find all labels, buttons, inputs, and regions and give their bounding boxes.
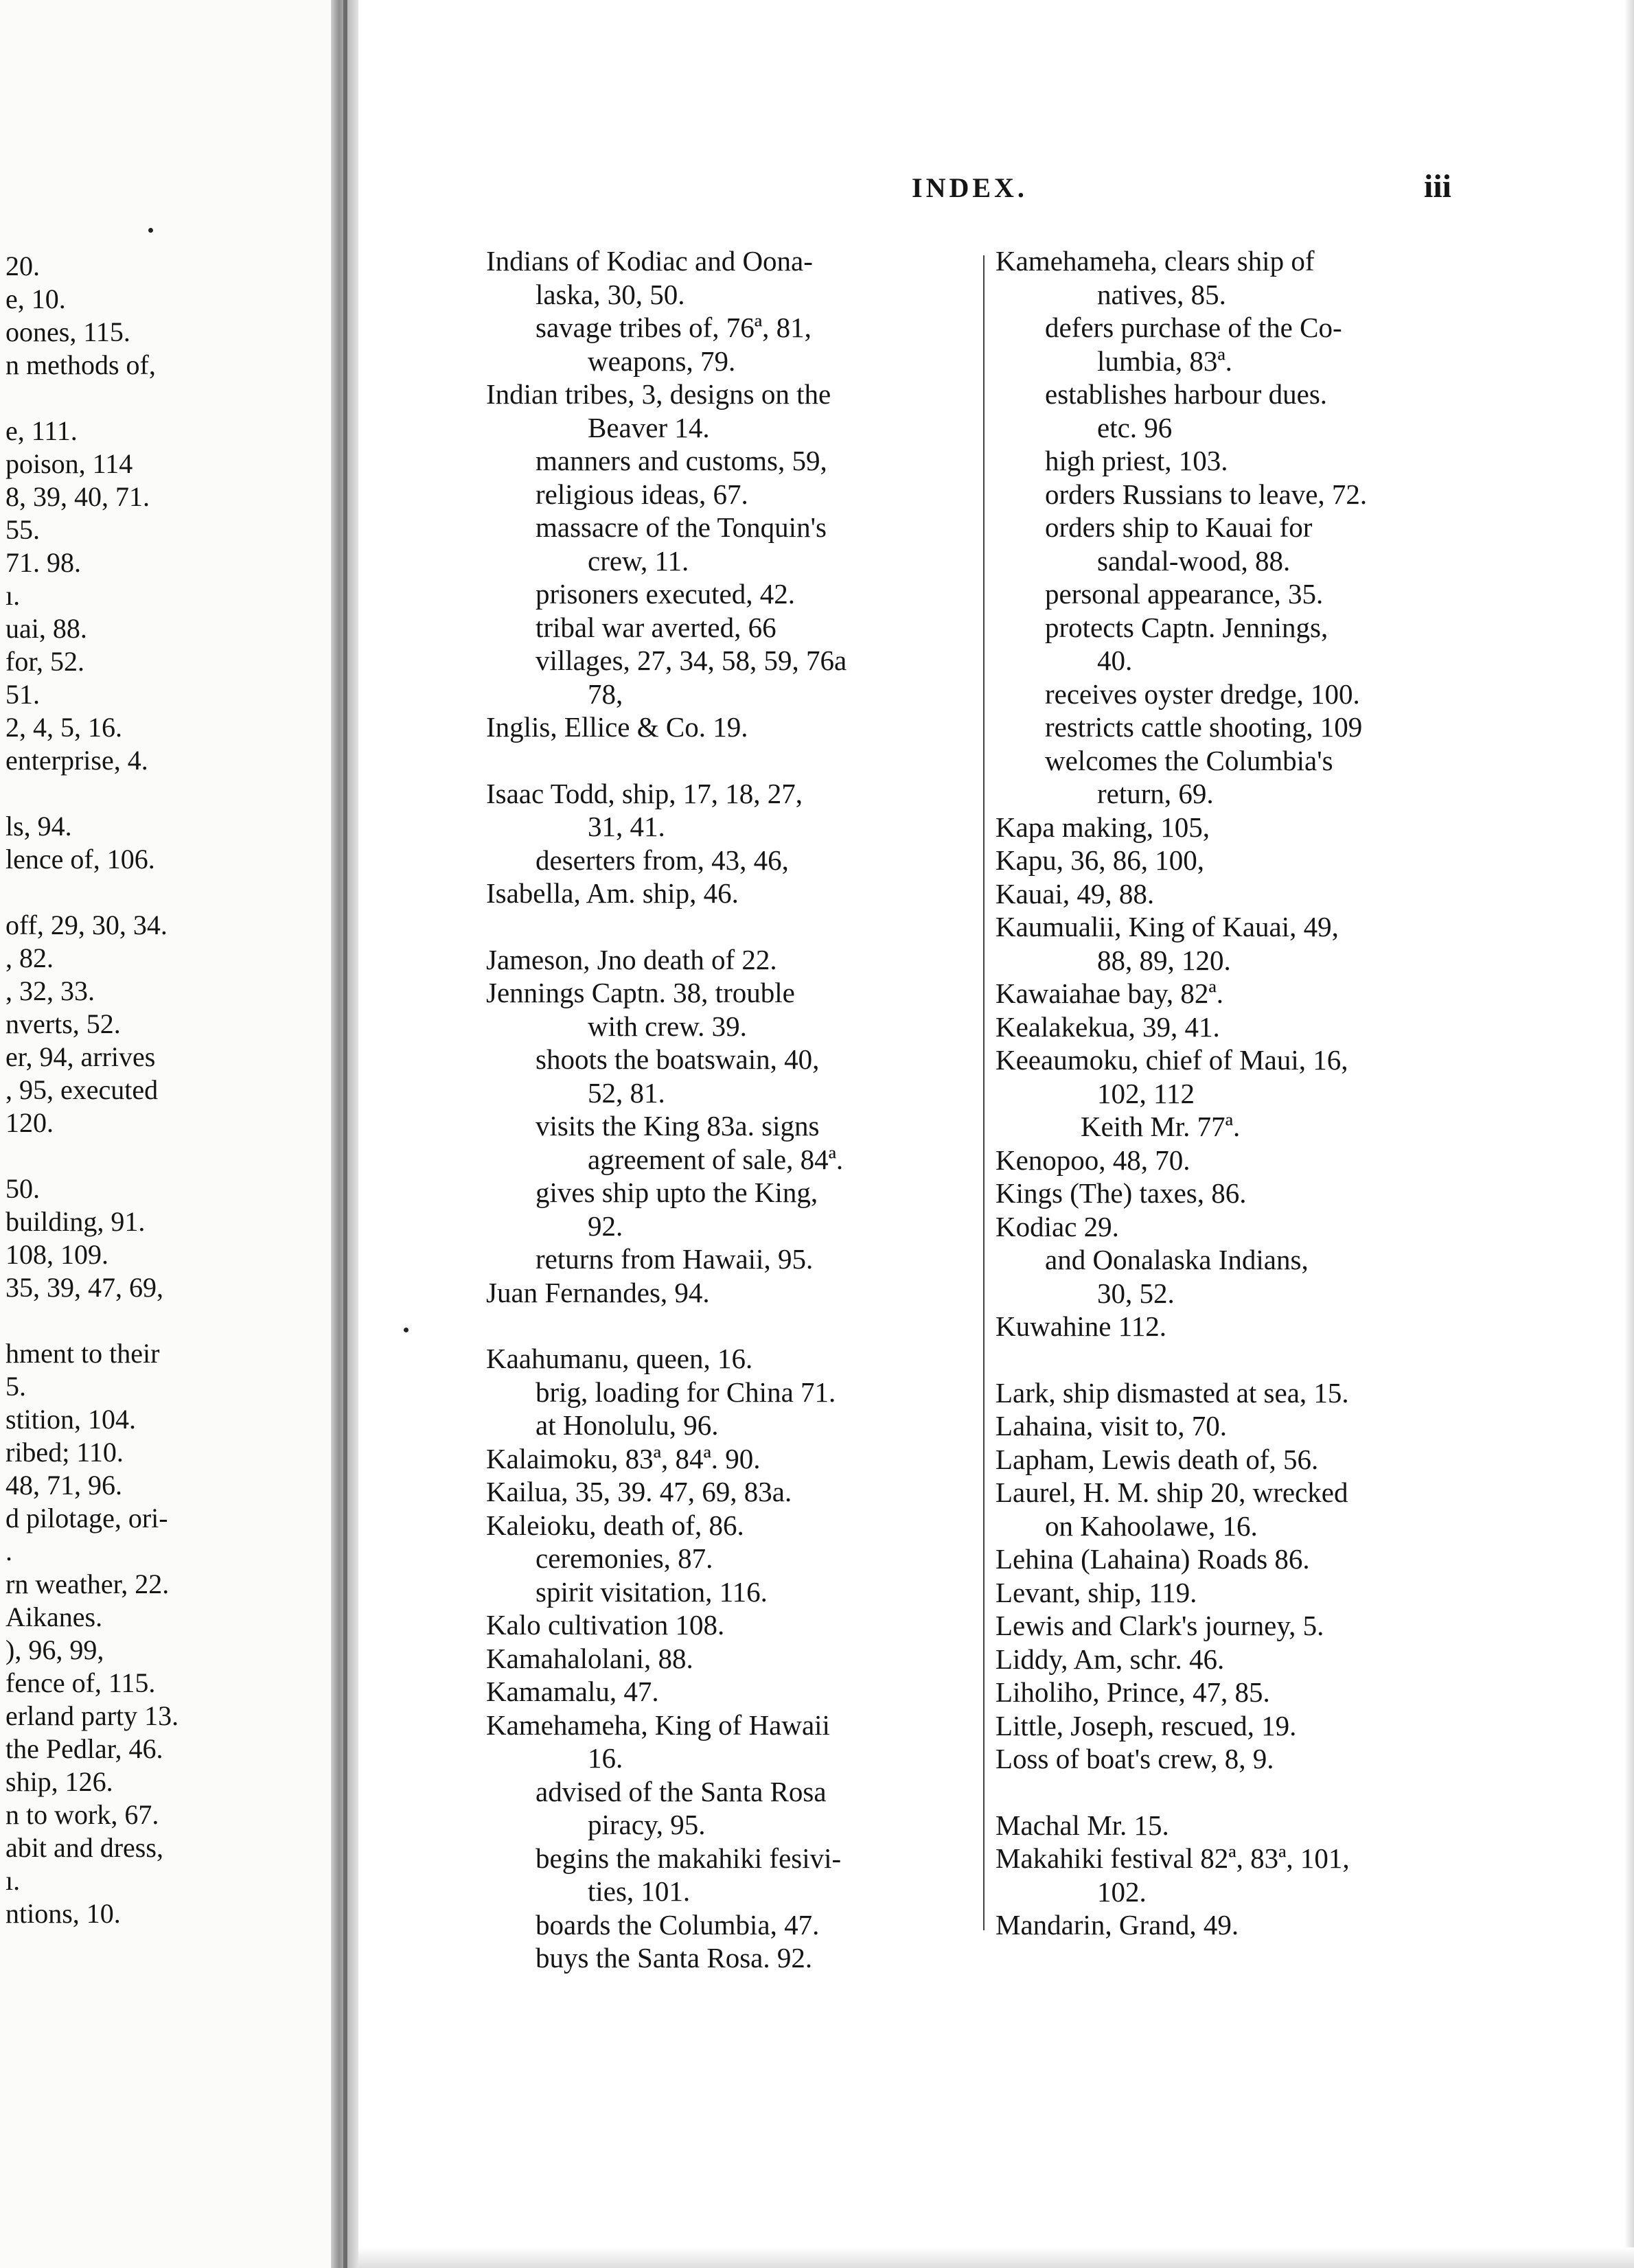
left-page-line: fence of, 115. (5, 1667, 156, 1698)
speck (404, 1328, 408, 1332)
left-page-line: 55. (5, 514, 40, 545)
index-entry: Kings (The) taxes, 86. (996, 1177, 1247, 1209)
left-page-line: building, 91. (5, 1206, 146, 1237)
index-entry: Kapa making, 105, (996, 811, 1210, 843)
left-page-line: poison, 114 (5, 448, 133, 479)
left-page-line: 50. (5, 1173, 40, 1204)
left-page-line: oones, 115. (5, 316, 130, 347)
letter-section-gap (486, 744, 960, 777)
index-subentry: laska, 30, 50. (536, 278, 685, 310)
index-subentry: with crew. 39. (588, 1010, 747, 1042)
index-subentry: personal appearance, 35. (1045, 578, 1324, 610)
left-page-line: n methods of, (5, 349, 156, 380)
left-page-line: . (5, 1536, 12, 1566)
index-subentry: 31, 41. (588, 811, 665, 842)
index-subentry: ties, 101. (588, 1875, 691, 1907)
left-page-line: 5. (5, 1371, 26, 1402)
left-page-line: 108, 109. (5, 1239, 108, 1270)
index-subentry: natives, 85. (1097, 278, 1226, 310)
index-subentry: 102. (1097, 1875, 1147, 1908)
index-entry: Kailua, 35, 39. 47, 69, 83a. (486, 1476, 792, 1507)
index-subentry: savage tribes of, 76ª, 81, (536, 312, 812, 343)
left-page-line: ı. (5, 1865, 21, 1896)
index-entry: Jameson, Jno death of 22. (486, 943, 777, 975)
index-column-left (486, 244, 960, 1975)
index-subentry: spirit visitation, 116. (536, 1575, 768, 1608)
index-entry: Kapu, 36, 86, 100, (996, 844, 1205, 876)
left-page-line: hment to their (5, 1338, 160, 1369)
left-page-line: ), 96, 99, (5, 1634, 104, 1665)
index-entry: Liholiho, Prince, 47, 85. (996, 1676, 1270, 1708)
left-page-line: e, 10. (5, 284, 66, 314)
index-entry: Kamehameha, King of Hawaii (486, 1709, 830, 1741)
index-subentry: religious ideas, 67. (536, 478, 748, 510)
index-subentry: shoots the boatswain, 40, (536, 1043, 820, 1075)
index-entry: Juan Fernandes, 94. (486, 1276, 710, 1308)
index-subentry: crew, 11. (588, 544, 689, 577)
index-entry: Makahiki festival 82ª, 83ª, 101, (996, 1842, 1350, 1874)
letter-section-gap (996, 1776, 1469, 1809)
index-entry: Jennings Captn. 38, trouble (486, 977, 795, 1008)
index-column-right (996, 244, 1469, 1942)
left-page-line: , 95, executed (5, 1074, 159, 1105)
index-entry: Kamamalu, 47. (486, 1676, 659, 1707)
index-entry: Kaleioku, death of, 86. (486, 1509, 744, 1541)
index-entry: Indian tribes, 3, designs on the (486, 378, 831, 410)
index-entry: Indians of Kodiac and Oona- (486, 245, 813, 277)
index-entry: Kamehameha, clears ship of (996, 245, 1315, 277)
index-entry: Little, Joseph, rescued, 19. (996, 1709, 1297, 1741)
index-subentry: restricts cattle shooting, 109 (1045, 711, 1363, 743)
index-subentry: advised of the Santa Rosa (536, 1775, 827, 1807)
page-bottom-shadow (358, 2247, 1634, 2268)
index-subentry: agreement of sale, 84ª. (588, 1143, 844, 1175)
index-subentry: on Kahoolawe, 16. (1045, 1509, 1258, 1542)
index-subentry: villages, 27, 34, 58, 59, 76a (536, 645, 847, 676)
index-subentry: 30, 52. (1097, 1277, 1175, 1309)
index-entry: Kauai, 49, 88. (996, 877, 1155, 910)
index-subentry: etc. 96 (1097, 411, 1173, 443)
left-page-line: 48, 71, 96. (5, 1470, 122, 1501)
index-entry: Lehina (Lahaina) Roads 86. (996, 1543, 1310, 1575)
index-subentry: orders ship to Kauai for (1045, 511, 1313, 543)
index-subentry: return, 69. (1097, 778, 1214, 809)
left-page-line: enterprise, 4. (5, 745, 148, 776)
left-page-line: 20. (5, 251, 40, 281)
index-subentry: 88, 89, 120. (1097, 944, 1231, 976)
index-entry: Lark, ship dismasted at sea, 15. (996, 1376, 1349, 1409)
column-divider (983, 255, 985, 1930)
index-subentry: deserters from, 43, 46, (536, 844, 789, 876)
left-page-fragment (0, 0, 335, 2268)
index-subentry: begins the makahiki fesivi- (536, 1842, 842, 1874)
left-page-line: , 82. (5, 942, 54, 973)
index-entry: Loss of boat's crew, 8, 9. (996, 1743, 1274, 1774)
index-subentry: welcomes the Columbia's (1045, 744, 1333, 776)
left-page-line: erland party 13. (5, 1700, 179, 1731)
index-subentry: ceremonies, 87. (536, 1542, 713, 1574)
gutter-shadow (343, 0, 347, 2268)
index-subentry: 92. (588, 1210, 623, 1242)
index-subentry: Keith Mr. 77ª. (1081, 1111, 1241, 1142)
index-entry: Lahaina, visit to, 70. (996, 1410, 1228, 1442)
index-entry: Levant, ship, 119. (996, 1576, 1197, 1608)
left-page-line: 8, 39, 40, 71. (5, 481, 150, 512)
index-entry: Kuwahine 112. (996, 1310, 1166, 1342)
index-entry: Kalo cultivation 108. (486, 1609, 725, 1641)
left-page-line: 51. (5, 679, 40, 710)
speck (148, 228, 153, 233)
left-page-line: ls, 94. (5, 811, 72, 842)
index-subentry: at Honolulu, 96. (536, 1409, 719, 1441)
letter-section-gap (996, 1343, 1469, 1376)
letter-section-gap (486, 910, 960, 943)
index-entry: Lapham, Lewis death of, 56. (996, 1443, 1319, 1475)
index-subentry: manners and customs, 59, (536, 445, 827, 476)
index-subentry: piracy, 95. (588, 1809, 706, 1840)
left-page-line: abit and dress, (5, 1832, 163, 1863)
index-subentry: 16. (588, 1742, 623, 1774)
index-subentry: 102, 112 (1097, 1077, 1195, 1109)
left-page-line: 120. (5, 1107, 54, 1138)
index-entry: Laurel, H. M. ship 20, wrecked (996, 1477, 1348, 1508)
index-subentry: Beaver 14. (588, 411, 710, 443)
left-page-line: nverts, 52. (5, 1008, 121, 1039)
index-subentry: defers purchase of the Co- (1045, 312, 1342, 343)
left-page-line: 71. 98. (5, 547, 81, 578)
index-subentry: gives ship upto the King, (536, 1177, 818, 1208)
left-page-line: ı. (5, 580, 21, 611)
left-page-line: er, 94, arrives (5, 1041, 156, 1072)
index-subentry: high priest, 103. (1045, 445, 1228, 476)
left-page-line: the Pedlar, 46. (5, 1733, 163, 1764)
left-page-line: ntions, 10. (5, 1898, 121, 1929)
left-page-line: Aikanes. (5, 1601, 103, 1632)
index-subentry: visits the King 83a. signs (536, 1110, 820, 1142)
page-number: iii (1424, 168, 1452, 205)
left-page-line: , 32, 33. (5, 975, 95, 1006)
left-page-line: e, 111. (5, 415, 78, 446)
index-subentry: buys the Santa Rosa. 92. (536, 1942, 813, 1974)
running-head-title: INDEX. (912, 172, 1028, 203)
index-subentry: weapons, 79. (588, 345, 736, 377)
left-page-line: rn weather, 22. (5, 1569, 170, 1599)
page-edge-shadow (1624, 0, 1634, 2268)
left-page-line: 35, 39, 47, 69, (5, 1272, 163, 1303)
letter-section-gap (486, 1309, 960, 1342)
index-subentry: prisoners executed, 42. (536, 578, 795, 610)
left-page-line: ship, 126. (5, 1766, 113, 1797)
index-subentry: establishes harbour dues. (1045, 378, 1328, 410)
index-subentry: returns from Hawaii, 95. (536, 1243, 814, 1275)
left-page-line: for, 52. (5, 646, 85, 677)
index-entry: Machal Mr. 15. (996, 1809, 1169, 1841)
index-subentry: sandal-wood, 88. (1097, 544, 1291, 577)
index-subentry: protects Captn. Jennings, (1045, 611, 1328, 643)
left-page-line: 2, 4, 5, 16. (5, 712, 122, 743)
index-subentry: lumbia, 83ª. (1097, 345, 1232, 377)
index-entry: Liddy, Am, schr. 46. (996, 1643, 1225, 1675)
left-page-line: lence of, 106. (5, 844, 155, 875)
index-entry: Inglis, Ellice & Co. 19. (486, 711, 748, 743)
index-entry: Kaahumanu, queen, 16. (486, 1343, 753, 1374)
index-entry: Lewis and Clark's journey, 5. (996, 1610, 1324, 1641)
left-page-line: d pilotage, ori- (5, 1503, 168, 1534)
index-entry: Kenopoo, 48, 70. (996, 1144, 1190, 1176)
left-page-line: n to work, 67. (5, 1799, 159, 1830)
left-page-line: stition, 104. (5, 1404, 137, 1435)
index-subentry: 52, 81. (588, 1076, 665, 1109)
index-subentry: tribal war averted, 66 (536, 611, 776, 643)
index-entry: Kaumualii, King of Kauai, 49, (996, 911, 1339, 942)
index-entry: Mandarin, Grand, 49. (996, 1909, 1239, 1941)
index-entry: Isaac Todd, ship, 17, 18, 27, (486, 777, 803, 809)
index-entry: Kamahalolani, 88. (486, 1642, 693, 1674)
index-subentry: orders Russians to leave, 72. (1045, 478, 1368, 510)
left-page-line: ribed; 110. (5, 1437, 124, 1468)
index-subentry: 78, (588, 678, 623, 710)
index-subentry: 40. (1097, 645, 1133, 676)
index-subentry: massacre of the Tonquin's (536, 511, 827, 543)
index-entry: Kodiac 29. (996, 1210, 1119, 1242)
index-subentry: and Oonalaska Indians, (1045, 1244, 1309, 1275)
left-page-line: uai, 88. (5, 613, 87, 644)
index-entry: Kawaiahae bay, 82ª. (996, 977, 1223, 1009)
index-entry: Kealakekua, 39, 41. (996, 1010, 1220, 1043)
index-subentry: brig, loading for China 71. (536, 1376, 836, 1408)
index-entry: Isabella, Am. ship, 46. (486, 877, 739, 909)
index-subentry: receives oyster dredge, 100. (1045, 678, 1360, 710)
left-page-line: off, 29, 30, 34. (5, 910, 168, 940)
index-entry: Kalaimoku, 83ª, 84ª. 90. (486, 1442, 761, 1474)
index-subentry: boards the Columbia, 47. (536, 1908, 820, 1941)
index-entry: Keeaumoku, chief of Maui, 16, (996, 1044, 1348, 1076)
